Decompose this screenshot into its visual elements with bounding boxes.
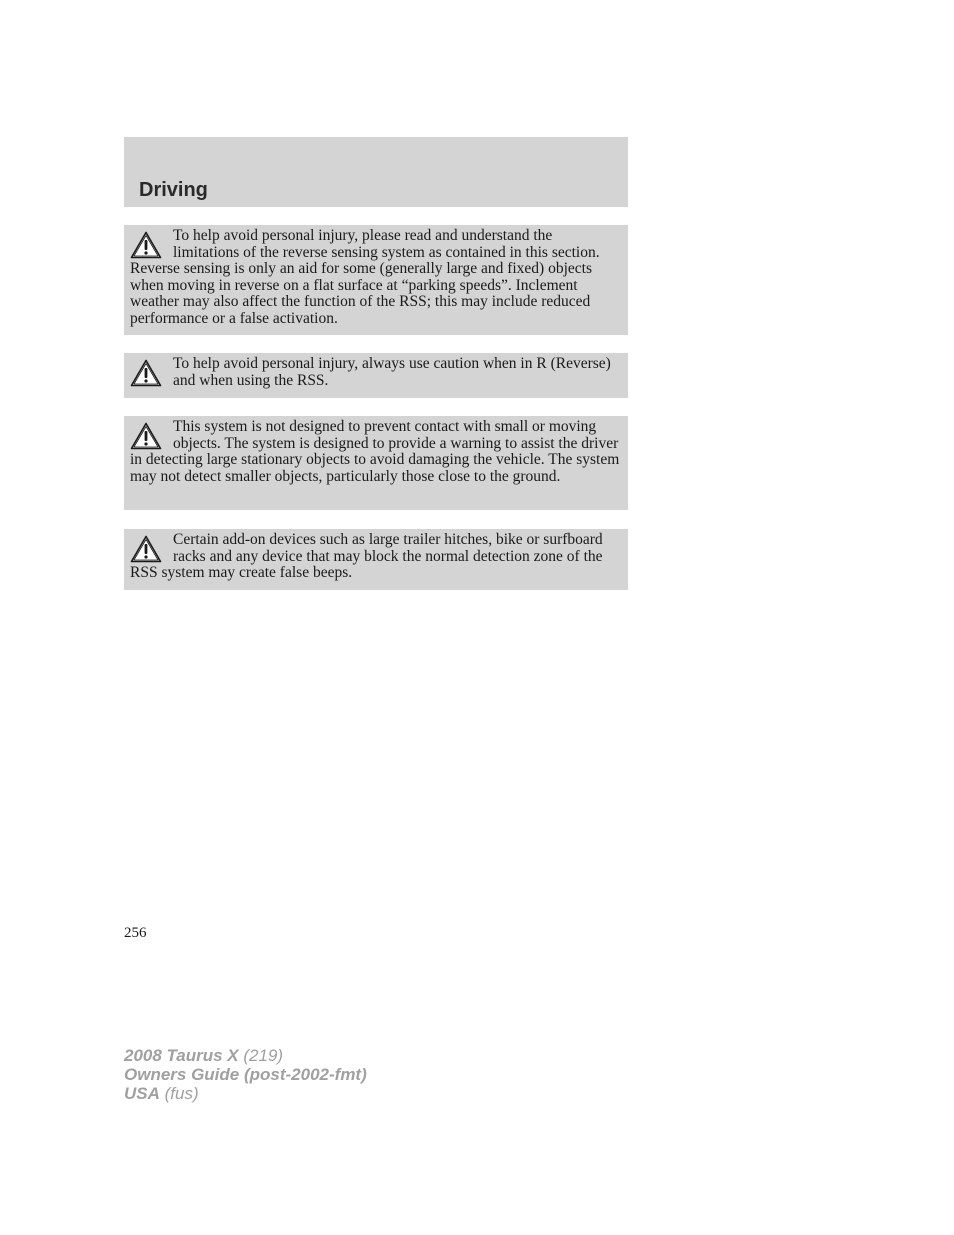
footer-line-model	[124, 1046, 367, 1065]
page-number: 256	[124, 925, 147, 941]
warning-text: To help avoid personal injury, please read and understand the limitations of the reverse sensing system as contained in this section. Reverse sensing is only an aid for some (generally large and fixed) objects when moving in reverse on a flat surface at “parking speeds”. Inclement weather may also affect the function of the RSS; this may include reduced performance or a false activation.	[130, 227, 600, 327]
footer-market-name: USA	[124, 1084, 160, 1103]
warning-box	[124, 225, 628, 335]
warning-triangle-icon	[130, 359, 164, 389]
footer-line-guide	[124, 1065, 367, 1084]
warning-triangle-icon	[130, 422, 164, 452]
warning-box	[124, 416, 628, 510]
footer-model-name: 2008 Taurus X	[124, 1046, 239, 1065]
document-footer	[124, 1046, 367, 1103]
footer-guide-name: Owners Guide (post-2002-fmt)	[124, 1065, 367, 1084]
section-title: Driving	[139, 179, 208, 201]
footer-line-market	[124, 1084, 367, 1103]
footer-market-code: (fus)	[164, 1084, 199, 1103]
warning-text: This system is not designed to prevent contact with small or moving objects. The system is designed to provide a warning to assist the driver in detecting large stationary objects to avoid damaging the vehicle. The system may not detect smaller objects, particularly those close to the ground.	[130, 418, 620, 485]
warning-text: Certain add-on devices such as large trailer hitches, bike or surfboard racks and any device that may block the normal detection zone of the RSS system may create false beeps.	[130, 531, 603, 581]
warning-box	[124, 353, 628, 398]
warning-triangle-icon	[130, 535, 164, 565]
warning-triangle-icon	[130, 231, 164, 261]
section-header	[124, 137, 628, 207]
warning-box	[124, 529, 628, 590]
footer-model-code: (219)	[243, 1046, 284, 1065]
warning-text: To help avoid personal injury, always use caution when in R (Reverse) and when using the RSS.	[173, 355, 611, 389]
